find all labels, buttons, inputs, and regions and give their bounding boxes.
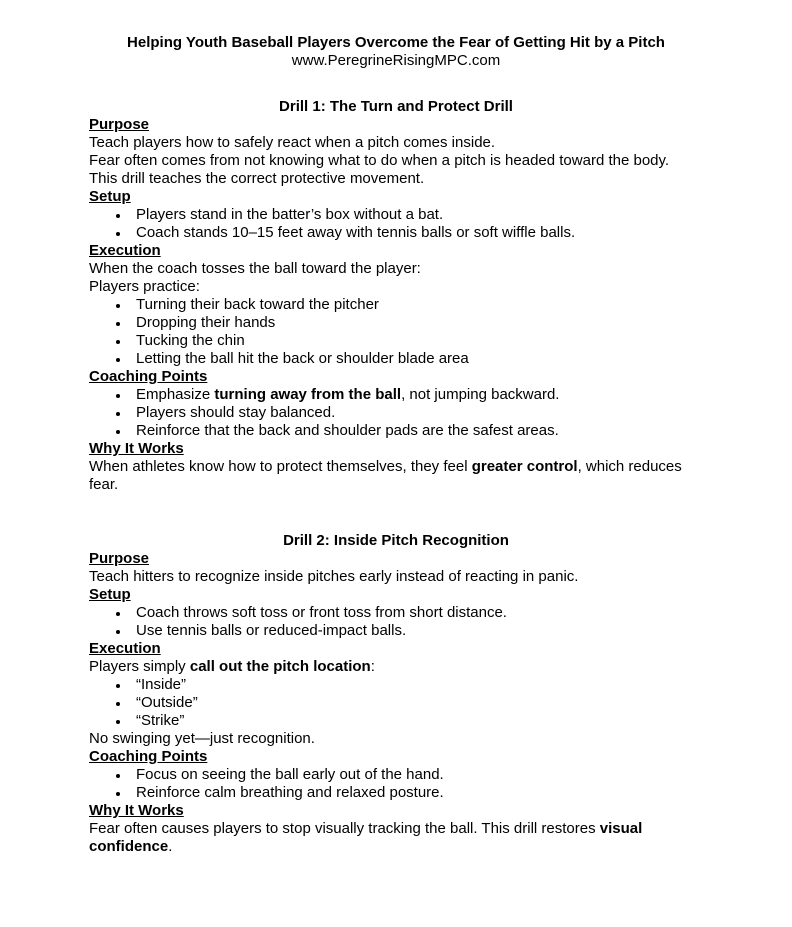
text: : <box>370 658 375 675</box>
section-heading-setup: Setup <box>89 586 131 603</box>
text: When athletes know how to protect themselves, they feel <box>89 458 472 475</box>
text: Players simply <box>89 658 190 675</box>
text: “Strike” <box>136 712 185 729</box>
paragraph <box>89 260 709 278</box>
website-url: www.PeregrineRisingMPC.com <box>291 52 501 69</box>
paragraph <box>89 278 709 296</box>
section-heading-purpose: Purpose <box>89 116 150 133</box>
section-heading-purpose: Purpose <box>89 550 150 567</box>
text: Tucking the chin <box>136 332 245 349</box>
text: When the coach tosses the ball toward the player: <box>89 260 421 277</box>
text: Reinforce that the back and shoulder pads are the safest areas. <box>136 422 559 439</box>
text: Players stand in the batter’s box without a bat. <box>136 206 444 223</box>
bullet-item <box>89 766 709 784</box>
bullet-item <box>89 206 709 224</box>
bullet-item <box>89 712 709 730</box>
section-heading-coaching-points: Coaching Points <box>89 748 208 765</box>
text: Fear often comes from not knowing what to do when a pitch is headed toward the body. <box>89 152 670 169</box>
bullet-item <box>89 350 709 368</box>
text: Use tennis balls or reduced-impact balls. <box>136 622 407 639</box>
text: This drill teaches the correct protective movement. <box>89 170 425 187</box>
text: Players practice: <box>89 278 200 295</box>
drills-container <box>89 98 709 856</box>
paragraph <box>89 152 709 170</box>
text: Teach players how to safely react when a pitch comes inside. <box>89 134 496 151</box>
text: No swinging yet—just recognition. <box>89 730 315 747</box>
text: , which reduces fear. <box>89 458 682 493</box>
bullet-list <box>89 386 709 440</box>
text: Players should stay balanced. <box>136 404 336 421</box>
bullet-item <box>89 422 709 440</box>
bullet-item <box>89 622 709 640</box>
bold-text: greater control <box>471 458 578 475</box>
paragraph <box>89 730 709 748</box>
bullet-list <box>89 206 709 242</box>
paragraph <box>89 134 709 152</box>
section-heading-why-it-works: Why It Works <box>89 802 184 819</box>
paragraph <box>89 170 709 188</box>
text: Letting the ball hit the back or shoulder blade area <box>136 350 469 367</box>
section-heading-execution: Execution <box>89 242 161 259</box>
paragraph <box>89 658 709 676</box>
bullet-item <box>89 784 709 802</box>
bullet-list <box>89 676 709 730</box>
paragraph <box>89 568 709 586</box>
bullet-item <box>89 676 709 694</box>
text: Fear often causes players to stop visually tracking the ball. This drill restores <box>89 820 600 837</box>
bold-text: call out the pitch location <box>189 658 371 675</box>
bullet-item <box>89 404 709 422</box>
paragraph <box>89 458 709 494</box>
text: , not jumping backward. <box>401 386 560 403</box>
text: Teach hitters to recognize inside pitches early instead of reacting in panic. <box>89 568 579 585</box>
section-heading-setup: Setup <box>89 188 131 205</box>
text: “Inside” <box>136 676 187 693</box>
bullet-item <box>89 604 709 622</box>
text: Coach throws soft toss or front toss from short distance. <box>136 604 507 621</box>
bullet-list <box>89 296 709 368</box>
text: Focus on seeing the ball early out of the hand. <box>136 766 444 783</box>
bullet-item <box>89 296 709 314</box>
bullet-item <box>89 386 709 404</box>
bullet-list <box>89 766 709 802</box>
bold-text: visual confidence <box>89 820 643 855</box>
section-heading-coaching-points: Coaching Points <box>89 368 208 385</box>
text: Emphasize <box>136 386 215 403</box>
text: . <box>168 838 173 855</box>
section-heading-why-it-works: Why It Works <box>89 440 184 457</box>
drill-2-heading: Drill 2: Inside Pitch Recognition <box>283 532 509 549</box>
drill-1-heading: Drill 1: The Turn and Protect Drill <box>279 98 513 115</box>
text: Coach stands 10–15 feet away with tennis balls or soft wiffle balls. <box>136 224 576 241</box>
document-title: Helping Youth Baseball Players Overcome the Fear of Getting Hit by a Pitch <box>127 34 665 51</box>
bold-text: turning away from the ball <box>214 386 402 403</box>
paragraph <box>89 820 709 856</box>
bullet-item <box>89 314 709 332</box>
bullet-item <box>89 224 709 242</box>
text: Dropping their hands <box>136 314 276 331</box>
text: “Outside” <box>136 694 198 711</box>
bullet-list <box>89 604 709 640</box>
text: Reinforce calm breathing and relaxed posture. <box>136 784 444 801</box>
section-heading-execution: Execution <box>89 640 161 657</box>
bullet-item <box>89 694 709 712</box>
text: Turning their back toward the pitcher <box>136 296 379 313</box>
document-page <box>89 34 709 856</box>
bullet-item <box>89 332 709 350</box>
